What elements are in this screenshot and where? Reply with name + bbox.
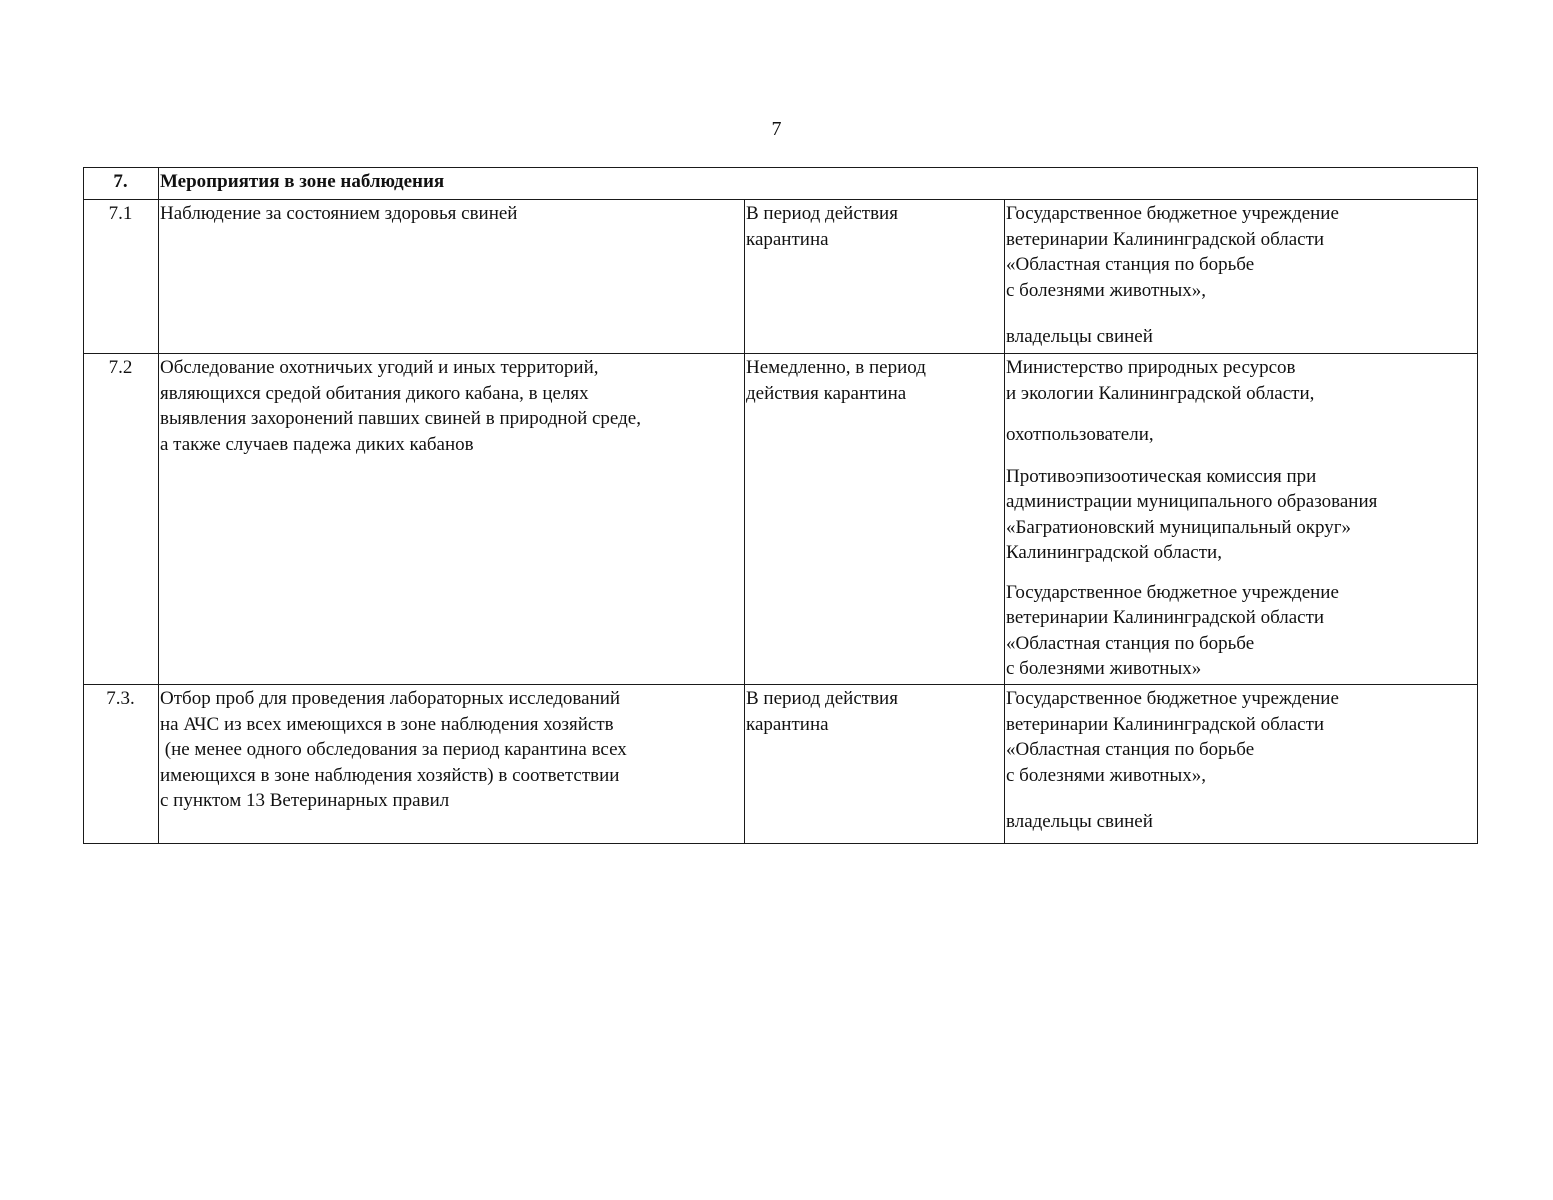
responsible-line: и экологии Калининградской области, [1006,382,1315,404]
responsible-line: администрации муниципального образования [1006,491,1378,512]
activity-line: Обследование охотничьих угодий и иных территорий, [160,357,599,378]
responsible-line: владельцы свиней [1006,326,1153,347]
table-row [84,685,1478,844]
responsible-entity [1006,809,1475,835]
timing-line: Немедленно, в период [746,357,926,378]
responsible-line: Государственное бюджетное учреждение [1006,581,1339,603]
responsible-line: с болезнями животных», [1006,764,1206,786]
activity-line: на АЧС из всех имеющихся в зоне наблюдения хозяйств [160,713,614,735]
responsible-line: с болезнями животных» [1006,658,1202,679]
activity-line: Наблюдение за состоянием здоровья свиней [160,203,518,224]
responsible-cell [1005,685,1478,844]
responsible-line: Калининградской области, [1006,542,1222,563]
responsible-line: Министерство природных ресурсов [1006,357,1296,378]
activity-line: с пунктом 13 Ветеринарных правил [160,790,450,811]
responsible-line: «Областная станция по борьбе [1006,632,1255,654]
responsible-entity [1006,464,1475,566]
activity-line: являющихся средой обитания дикого кабана, в целях [160,382,589,404]
responsible-line: «Багратионовский муниципальный округ» [1006,516,1352,538]
section-title: Мероприятия в зоне наблюдения [159,168,1478,200]
activity-cell [159,685,745,844]
responsible-line: охотпользователи, [1006,424,1154,445]
activity-line: выявления захоронений павших свиней в природной среде, [160,408,641,429]
row-number: 7.1 [84,200,159,354]
responsible-line: Государственное бюджетное учреждение [1006,203,1339,224]
responsible-line: ветеринарии Калининградской области [1006,713,1325,735]
responsible-line: с болезнями животных», [1006,279,1206,301]
table-row [84,354,1478,685]
timing-line: действия карантина [746,382,907,404]
table-row [84,200,1478,354]
responsible-line: владельцы свиней [1006,811,1153,832]
section-header-row [84,168,1478,200]
timing-cell [745,200,1005,354]
timing-cell [745,354,1005,685]
row-number: 7.3. [84,685,159,844]
responsible-line: Государственное бюджетное учреждение [1006,688,1339,709]
activity-cell [159,200,745,354]
timing-line: карантина [746,713,829,735]
responsible-entity [1006,686,1475,788]
responsible-line: ветеринарии Калининградской области [1006,607,1325,628]
timing-cell [745,685,1005,844]
responsible-cell [1005,354,1478,685]
timing-line: В период действия [746,688,898,709]
activity-line: Отбор проб для проведения лабораторных исследований [160,688,621,709]
responsible-entity [1006,201,1475,303]
responsible-line: «Областная станция по борьбе [1006,254,1255,275]
timing-line: карантина [746,228,829,250]
responsible-entity [1006,580,1475,682]
responsible-line: ветеринарии Калининградской области [1006,228,1325,250]
section-number: 7. [84,168,159,200]
responsible-entity [1006,324,1475,350]
activity-cell [159,354,745,685]
responsible-entity [1006,422,1475,448]
responsible-entity [1006,355,1475,406]
activity-line: имеющихся в зоне наблюдения хозяйств) в соответствии [160,764,620,786]
row-number: 7.2 [84,354,159,685]
responsible-line: Противоэпизоотическая комиссия при [1006,465,1317,487]
responsible-line: «Областная станция по борьбе [1006,739,1255,760]
page-number: 7 [771,118,782,140]
responsible-cell [1005,200,1478,354]
activity-line: а также случаев падежа диких кабанов [160,433,474,455]
timing-line: В период действия [746,203,898,224]
measures-table [83,167,1478,844]
activity-line: (не менее одного обследования за период карантина всех [160,739,627,760]
